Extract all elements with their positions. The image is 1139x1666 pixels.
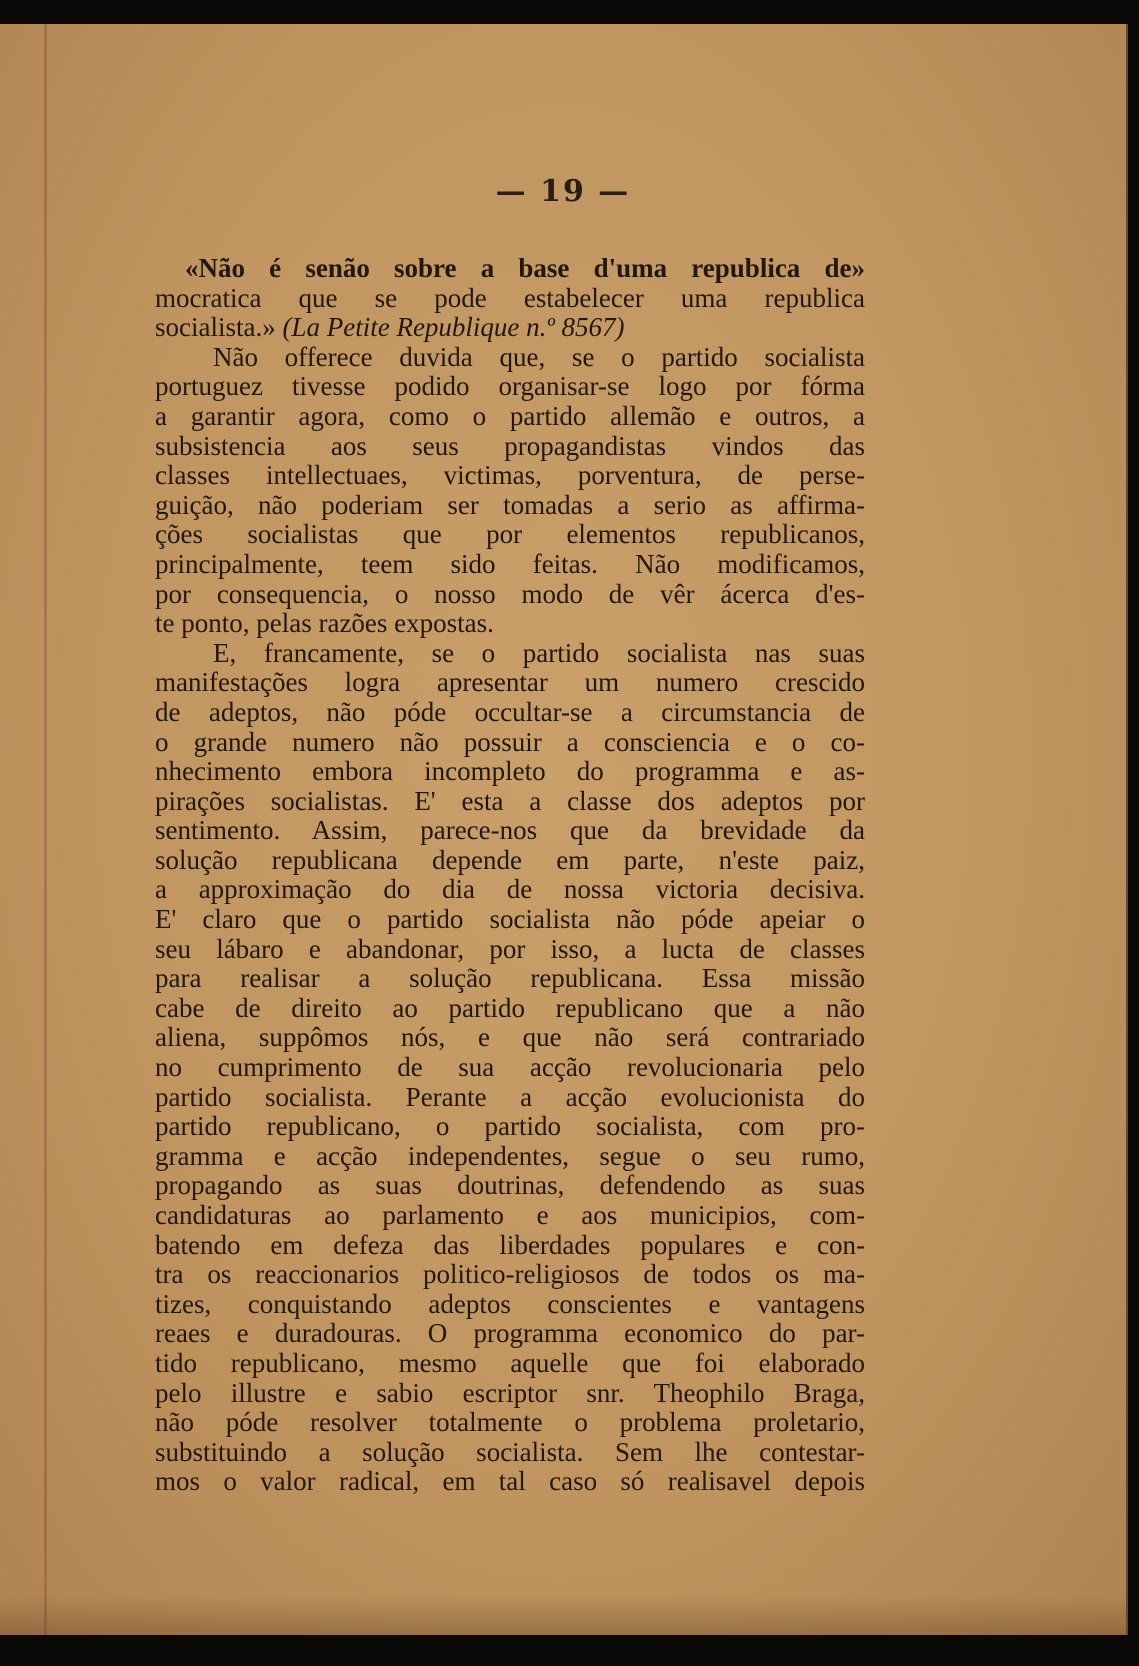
- text-line: substituindo a solução socialista. Sem lhe contestar-: [155, 1436, 865, 1467]
- text-line: não póde resolver totalmente o problema proletario,: [155, 1407, 865, 1438]
- text-line: de adeptos, não póde occultar-se a circumstancia de: [155, 696, 865, 727]
- body-text: [155, 254, 865, 1497]
- text-line: para realisar a solução republicana. Essa missão: [155, 963, 865, 994]
- text-line: candidaturas ao parlamento e aos municipios, com-: [155, 1200, 865, 1230]
- page-spine-shadow: [44, 24, 47, 1635]
- text-line: tido republicano, mesmo aquelle que foi elaborado: [155, 1347, 865, 1378]
- text-line: reaes e duradouras. O programma economico do par-: [155, 1318, 865, 1349]
- citation: (La Petite Republique n.º 8567): [282, 312, 625, 343]
- text-line: cabe de direito ao partido republicano que a não: [155, 992, 865, 1023]
- text-line: partido socialista. Perante a acção evolucionista do: [155, 1081, 865, 1112]
- text-line: principalmente, teem sido feitas. Não modificamos,: [155, 548, 865, 579]
- text-line: sentimento. Assim, parece-nos que da brevidade da: [155, 815, 865, 846]
- text-line: classes intellectuaes, victimas, porventura, de perse-: [155, 460, 865, 491]
- text-line: te ponto, pelas razões expostas.: [155, 608, 494, 639]
- text-line: mos o valor radical, em tal caso só realisavel depois: [155, 1466, 865, 1497]
- text-line: ções socialistas que por elementos republicanos,: [155, 519, 865, 550]
- text-line: a garantir agora, como o partido allemão e outros, a: [155, 400, 865, 431]
- text-line: tra os reaccionarios politico-religiosos de todos os ma-: [155, 1259, 865, 1290]
- text-line: gramma e acção independentes, segue o seu rumo,: [155, 1140, 865, 1171]
- text-line: propagando as suas doutrinas, defendendo as suas: [155, 1170, 865, 1201]
- page-number: — 19 —: [495, 174, 631, 209]
- text-line: portuguez tivesse podido organisar-se logo por fórma: [155, 371, 865, 402]
- text-line: mocratica que se pode estabelecer uma republica: [155, 282, 865, 313]
- book-page: [0, 24, 1128, 1635]
- text-line: o grande numero não possuir a consciencia e o co-: [155, 726, 865, 757]
- text-line: no cumprimento de sua acção revolucionaria pelo: [155, 1052, 865, 1083]
- text-line: manifestações logra apresentar um numero crescido: [155, 667, 865, 698]
- text-line: por consequencia, o nosso modo de vêr ácerca d'es-: [155, 578, 865, 609]
- text-line: batendo em defeza das liberdades populares e con-: [155, 1229, 865, 1260]
- text-line: seu lábaro e abandonar, por isso, a lucta de classes: [155, 933, 865, 964]
- text-line-citation: [155, 313, 865, 343]
- text-line: Não offerece duvida que, se o partido socialista: [213, 341, 865, 372]
- text-line: E' claro que o partido socialista não póde apeiar o: [155, 904, 865, 935]
- text-line: nhecimento embora incompleto do programma e as-: [155, 756, 865, 787]
- text-line: subsistencia aos seus propagandistas vindos das: [155, 430, 865, 461]
- text-line: «Não é senão sobre a base d'uma republica de»: [185, 253, 865, 283]
- text-line: pelo illustre e sabio escriptor snr. Theophilo Braga,: [155, 1377, 865, 1408]
- text-line: solução republicana depende em parte, n'este paiz,: [155, 844, 865, 875]
- page-bottom-shadow: [0, 1595, 1126, 1635]
- quote-end: socialista.»: [155, 312, 276, 343]
- text-line: pirações socialistas. E' esta a classe dos adeptos por: [155, 785, 865, 816]
- text-line: partido republicano, o partido socialista, com pro-: [155, 1111, 865, 1142]
- text-line: aliena, suppômos nós, e que não será contrariado: [155, 1022, 865, 1053]
- text-line: tizes, conquistando adeptos conscientes e vantagens: [155, 1288, 865, 1319]
- text-line: a approximação do dia de nossa victoria decisiva.: [155, 874, 865, 905]
- text-line: E, francamente, se o partido socialista nas suas: [213, 637, 865, 668]
- text-line: guição, não poderiam ser tomadas a serio as affirma-: [155, 489, 865, 520]
